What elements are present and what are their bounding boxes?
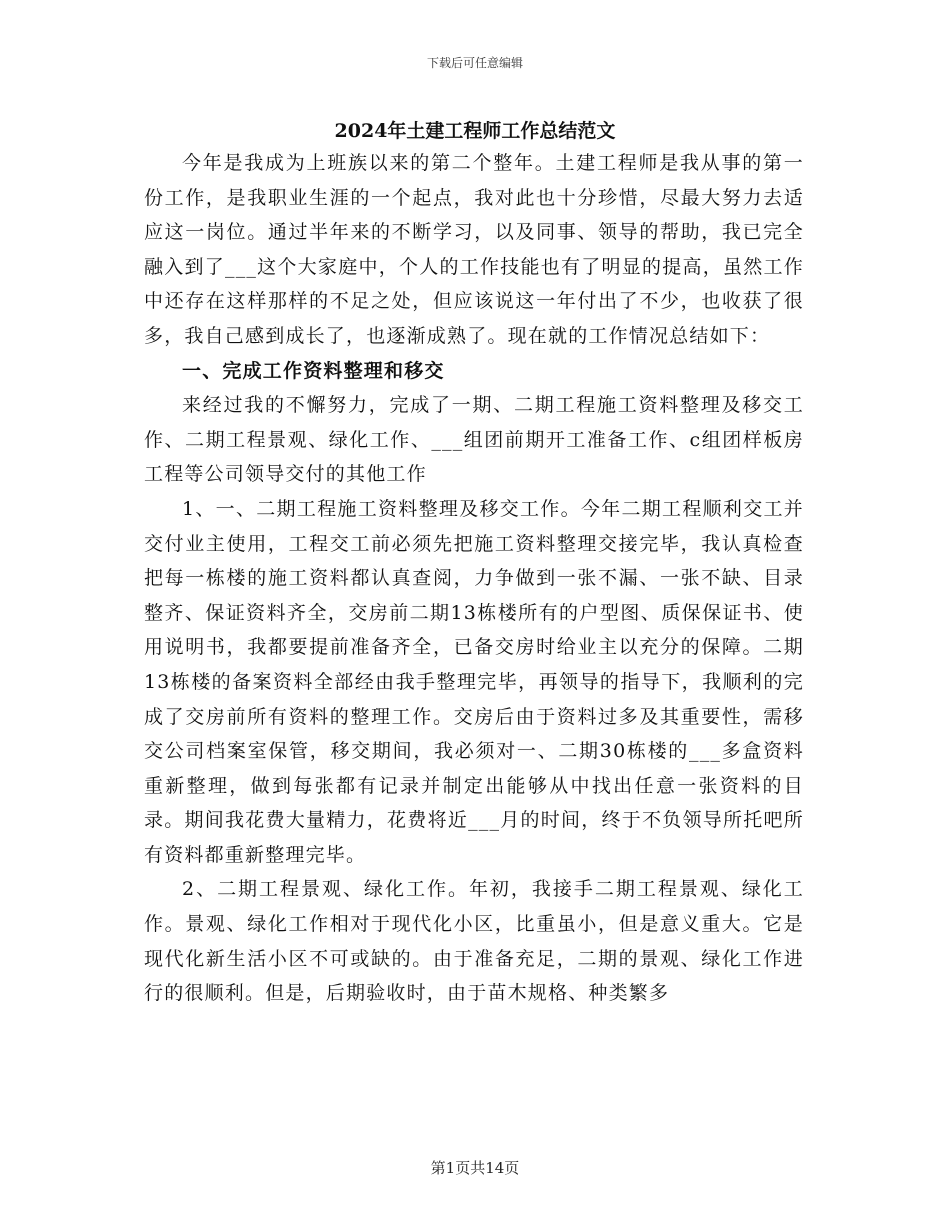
paragraph-intro: 今年是我成为上班族以来的第二个整年。土建工程师是我从事的第一份工作，是我职业生涯的一个起点，我对此也十分珍惜，尽最大努力去适应这一岗位。通过半年来的不断学习，以及同事、领导的帮助，我已完全融入到了___这个大家庭中，个人的工作技能也有了明显的提高，虽然工作中还存在这样那样的不足之处，但应该说这一年付出了不少，也收获了很多，我自己感到成长了，也逐渐成熟了。现在就的工作情况总结如下：	[144, 152, 804, 347]
paragraph-item-2: 2、二期工程景观、绿化工作。年初，我接手二期工程景观、绿化工作。景观、绿化工作相对于现代化小区，比重虽小，但是意义重大。它是现代化新生活小区不可或缺的。由于准备充足，二期的景观、绿化工作进行的很顺利。但是，后期验收时，由于苗木规格、种类繁多	[144, 878, 804, 1005]
paragraph-item-1: 1、一、二期工程施工资料整理及移交工作。今年二期工程顺利交工并交付业主使用，工程交工前必须先把施工资料整理交接完毕，我认真检查把每一栋楼的施工资料都认真查阅，力争做到一张不漏、一张不缺、目录整齐、保证资料齐全，交房前二期13栋楼所有的户型图、质保保证书、使用说明书，我都要提前准备齐全，已备交房时给业主以充分的保障。二期13栋楼的备案资料全部经由我手整理完毕，再领导的指导下，我顺利的完成了交房前所有资料的整理工作。交房后由于资料过多及其重要性，需移交公司档案室保管，移交期间，我必须对一、二期30栋楼的___多盒资料重新整理，做到每张都有记录并制定出能够从中找出任意一张资料的目录。期间我花费大量精力，花费将近___月的时间，终于不负领导所托吧所有资料都重新整理完毕。	[144, 497, 804, 866]
page-number: 第1页共14页	[430, 1159, 520, 1177]
document-title: 2024年土建工程师工作总结范文	[334, 120, 616, 142]
header-note: 下载后可任意编辑	[426, 56, 523, 70]
document-body	[144, 146, 804, 1011]
section-heading: 一、完成工作资料整理和移交	[182, 359, 445, 382]
paragraph-summary: 来经过我的不懈努力，完成了一期、二期工程施工资料整理及移交工作、二期工程景观、绿化工作、___组团前期开工准备工作、c组团样板房工程等公司领导交付的其他工作	[144, 394, 804, 486]
